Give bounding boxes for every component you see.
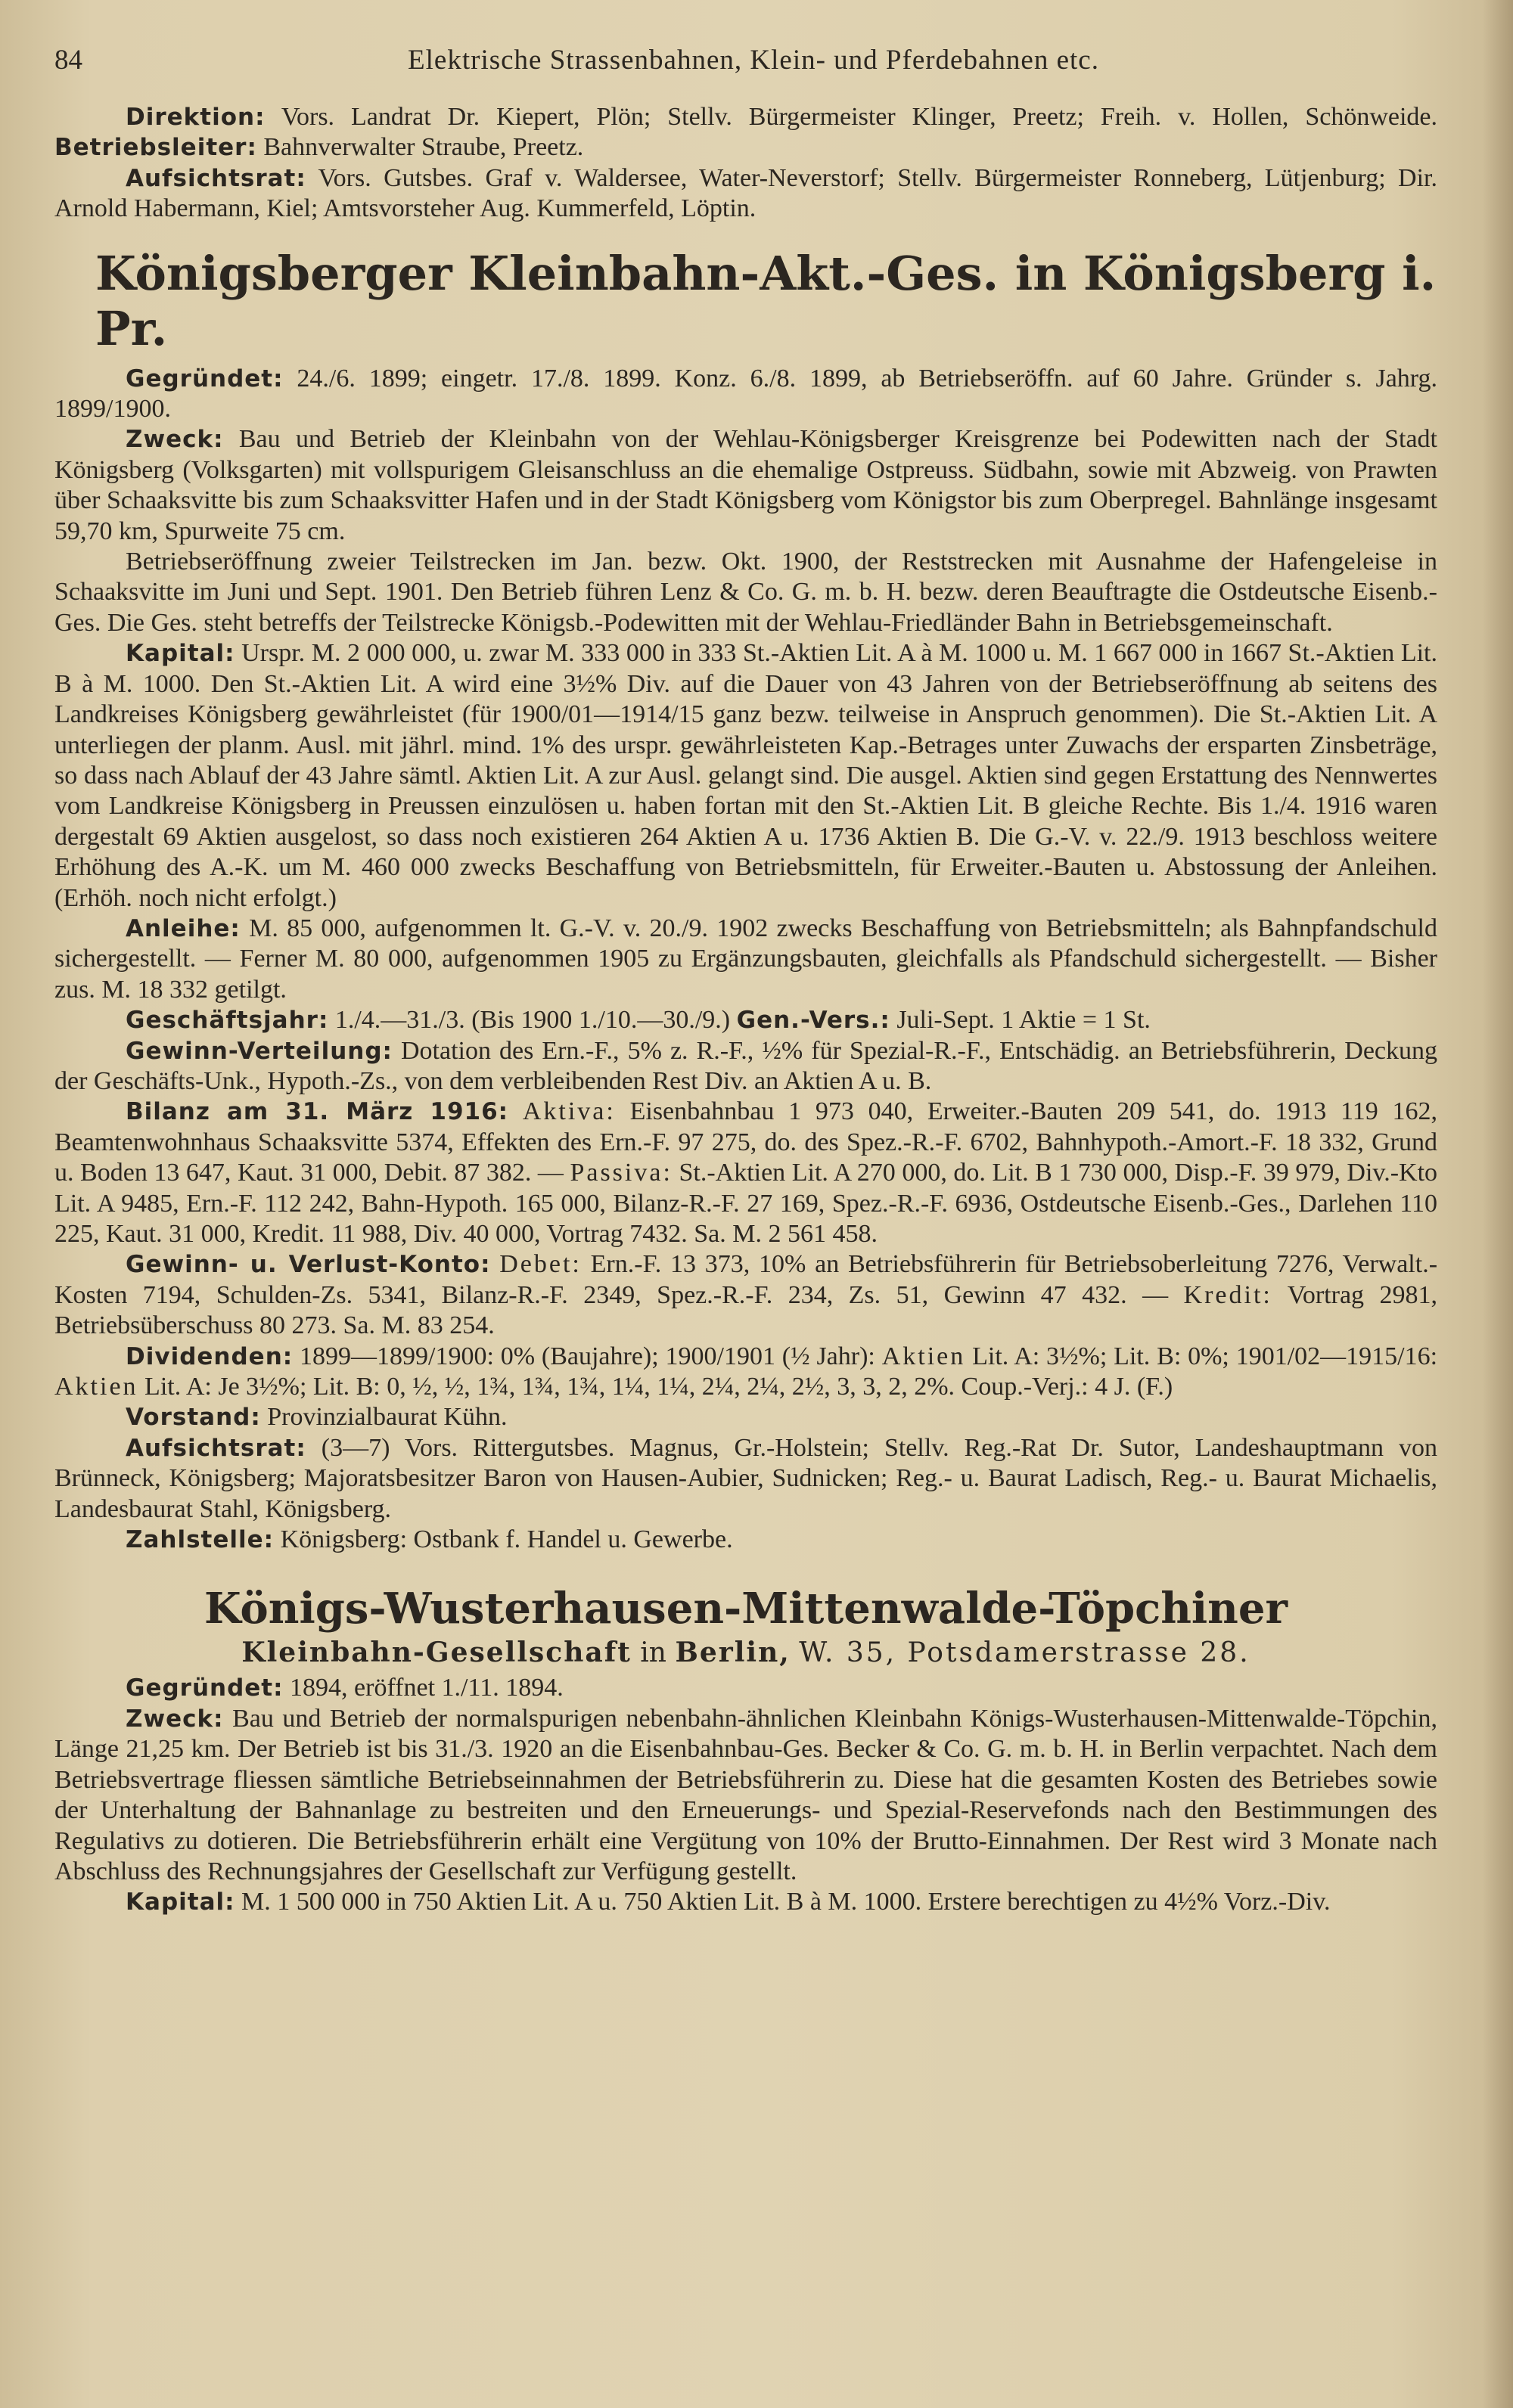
label-gen-vers: Gen.-Vers.: xyxy=(736,1007,890,1035)
label-aufsichtsrat: Aufsichtsrat: xyxy=(126,164,306,192)
label-kapital: Kapital: xyxy=(126,640,235,668)
paragraph-gegruendet xyxy=(54,364,1437,425)
text-gegruendet-c2: 1894, eröffnet 1./11. 1894. xyxy=(290,1674,564,1702)
paragraph-betriebseroeffnung xyxy=(54,547,1437,638)
text-guv-kredit: Vortrag 2981, Betriebsüberschuss 80 273. Sa. M. 83 254. xyxy=(54,1280,1437,1340)
text-zweck-c2: Bau und Betrieb der normalspurigen nebenbahn-ähnlichen Kleinbahn Königs-Wusterhausen-Mittenwalde-Töpchin, Länge 21,25 km. Der Betrieb ist bis 31./3. 1920 an die Eisenbahnbau-Ges. Becker & Co. G. m. b. H. in Berlin verpachtet. Nach dem Betriebsvertrage fliessen sämtliche Betriebseinnahmen der Betriebsführerin zu. Diese hat die gesamten Kosten des Betriebes sowie der Unterhaltung der Bahnanlage zu bestreiten und den Erneuerungs- und Spezial-Reservefonds nach den Bestimmungen des Regulativs zu dotieren. Die Betriebsführerin erhält eine Vergütung von 10% der Brutto-Einnahmen. Der Rest wird 3 Monate nach Abschluss des Rechnungsjahres der Gesellschaft zur Verfügung gestellt. xyxy=(54,1704,1437,1885)
label-bilanz: Bilanz am 31. März 1916: xyxy=(126,1098,509,1126)
text-dividenden-a: 1899—1899/1900: 0% (Baujahre); 1900/1901 (½ Jahr): xyxy=(300,1342,875,1370)
company-subtitle xyxy=(54,1637,1437,1668)
text-kapital-c2: M. 1 500 000 in 750 Aktien Lit. A u. 750 Aktien Lit. B à M. 1000. Erstere berechtigen zu 4½% Vorz.-Div. xyxy=(241,1888,1331,1916)
paragraph-zweck xyxy=(54,1704,1437,1887)
paragraph-zweck xyxy=(54,424,1437,547)
text-kapital: Urspr. M. 2 000 000, u. zwar M. 333 000 in 333 St.-Aktien Lit. A à M. 1000 u. M. 1 667 000 in 1667 St.-Aktien Lit. B à M. 1000. Den St.-Aktien Lit. A wird eine 3½% Div. auf die Dauer von 43 Jahren von der Betriebseröffnung ab seitens des Landkreises Königsberg gewährleistet (für 1900/01—1914/15 ganz bezw. teilweise in Anspruch genommen). Die St.-Aktien Lit. A unterliegen der planm. Ausl. mit jährl. mind. 1% des urspr. gewährleisteten Kap.-Betrages unter Zuwachs der ersparten Zinsbeträge, so dass nach Ablauf der 43 Jahre sämtl. Aktien Lit. A zur Ausl. gelangt sind. Die ausgel. Aktien sind gegen Erstattung des Nennwertes vom Landkreise Königsberg in Preussen einzulösen u. haben fortan mit den St.-Aktien Lit. B gleiche Rechte. Bis 1./4. 1916 waren dergestalt 69 Aktien ausgelost, so dass noch existieren 264 Aktien A u. 1736 Aktien B. Die G.-V. v. 22./9. 1913 beschloss weitere Erhöhung des A.-K. um M. 460 000 zwecks Beschaffung von Betriebsmitteln, für Erweiter.-Bauten u. Abstossung der Anleihen. (Erhöh. noch nicht erfolgt.) xyxy=(54,639,1438,912)
subtitle-city: Berlin, xyxy=(675,1637,791,1669)
text-zweck: Bau und Betrieb der Kleinbahn von der Wehlau-Königsberger Kreisgrenze bei Podewitten nach der Stadt Königsberg (Volksgarten) mit vollspurigem Gleisanschluss an die ehemalige Ostpreuss. Südbahn, sowie mit Abzweig. von Prawten über Schaaksvitte bis zum Schaaksvitter Hafen und in der Stadt Königsberg vom Königstor bis zum Oberpregel. Bahnlänge insgesamt 59,70 km, Spurweite 75 cm. xyxy=(54,425,1437,545)
text-gewinn-verteilung: Dotation des Ern.-F., 5% z. R.-F., ½% für Spezial-R.-F., Entschädig. an Betriebsführerin, Deckung der Geschäfts-Unk., Hypoth.-Zs., von dem verbleibenden Rest Div. an Aktien A u. B. xyxy=(54,1036,1437,1095)
text-bilanz-aktiva: Eisenbahnbau 1 973 040, Erweiter.-Bauten 209 541, do. 1913 119 162, Beamtenwohnhaus Schaaksvitte 5374, Effekten des Ern.-F. 97 275, do. des Spez.-R.-F. 6702, Bahnhypoth.-Amort.-F. 18 332, Grund u. Boden 13 647, Kaut. 31 000, Debit. 87 382. — xyxy=(54,1097,1438,1187)
text-direktion: Vors. Landrat Dr. Kiepert, Plön; Stellv. Bürgermeister Klinger, Preetz; Freih. v. Hollen, Schönweide. xyxy=(281,103,1437,131)
text-aufsichtsrat-c1: (3—7) Vors. Rittergutsbes. Magnus, Gr.-Holstein; Stellv. Reg.-Rat Dr. Sutor, Landeshauptmann von Brünneck, Königsberg; Majoratsbesitzer Baron von Hausen-Aubier, Sudnicken; Reg.- u. Baurat Ladisch, Reg.- u. Baurat Michaelis, Landesbaurat Stahl, Königsberg. xyxy=(54,1433,1437,1523)
paragraph-dividenden xyxy=(54,1342,1437,1403)
label-vorstand: Vorstand: xyxy=(126,1404,261,1432)
subtitle-in: in xyxy=(640,1637,666,1669)
label-debet: Debet: xyxy=(499,1250,582,1279)
label-direktion: Direktion: xyxy=(126,104,266,131)
paragraph-zahlstelle xyxy=(54,1525,1437,1555)
label-gewinn-verlust: Gewinn- u. Verlust-Konto: xyxy=(126,1251,491,1279)
text-bilanz-passiva: St.-Aktien Lit. A 270 000, do. Lit. B 1 730 000, Disp.-F. 39 979, Div.-Kto Lit. A 9485, Ern.-F. 112 242, Bahn-Hypoth. 165 000, Bilanz-R.-F. 27 169, Spez.-R.-F. 6936, Ostdeutsche Eisenb.-Ges., Darlehen 110 225, Kaut. 31 000, Kredit. 11 988, Div. 40 000, Vortrag 7432. Sa. M. 2 561 458. xyxy=(54,1159,1438,1248)
paragraph-vorstand xyxy=(54,1402,1437,1432)
text-geschaeftsjahr: 1./4.—31./3. (Bis 1900 1./10.—30./9.) xyxy=(334,1006,731,1035)
label-zweck: Zweck: xyxy=(126,426,224,454)
paragraph-aufsichtsrat xyxy=(54,1433,1437,1525)
page-number: 84 xyxy=(54,45,82,76)
subtitle-address: W. 35, Potsdamerstrasse 28. xyxy=(799,1637,1250,1669)
label-aktiva: Aktiva: xyxy=(522,1097,616,1126)
text-dividenden-b: Lit. A: 3½%; Lit. B: 0%; 1901/02—1915/16: xyxy=(972,1342,1438,1370)
label-dividenden: Dividenden: xyxy=(126,1342,294,1370)
company-title: Königs-Wusterhausen-Mittenwalde-Töpchiner xyxy=(203,1584,1288,1634)
company-entry-koenigs-wusterhausen xyxy=(54,1584,1437,1917)
label-zahlstelle: Zahlstelle: xyxy=(126,1526,275,1554)
text-gen-vers: Juli-Sept. 1 Aktie = 1 St. xyxy=(896,1006,1151,1035)
text-betriebsleiter: Bahnverwalter Straube, Preetz. xyxy=(263,133,584,162)
label-geschaeftsjahr: Geschäftsjahr: xyxy=(126,1007,329,1035)
label-anleihe: Anleihe: xyxy=(126,914,241,942)
label-aktien-1: Aktien xyxy=(881,1342,966,1370)
label-aktien-2: Aktien xyxy=(54,1373,138,1401)
paragraph-gegruendet xyxy=(54,1673,1437,1703)
company-entry-koenigsberg xyxy=(54,246,1437,1556)
label-kapital-c2: Kapital: xyxy=(126,1888,235,1916)
paragraph-gewinn-verteilung xyxy=(54,1036,1437,1097)
label-gegruendet: Gegründet: xyxy=(126,365,284,393)
subtitle-company-name: Kleinbahn-Gesellschaft xyxy=(241,1637,632,1669)
text-gegruendet: 24./6. 1899; eingetr. 17./8. 1899. Konz. 6./8. 1899, ab Betriebseröffn. auf 60 Jahre. Gründer s. Jahrg. 1899/1900. xyxy=(54,364,1437,424)
paragraph-aufsichtsrat-prev xyxy=(54,163,1437,225)
text-betriebseroeffnung: Betriebseröffnung zweier Teilstrecken im Jan. bezw. Okt. 1900, der Reststrecken mit Ausnahme der Hafengeleise in Schaaksvitte im Juni und Sept. 1901. Den Betrieb führen Lenz & Co. G. m. b. H. bezw. deren Beauftragte die Ostdeutsche Eisenb.-Ges. Die Ges. steht betreffs der Teilstrecke Königsb.-Podewitten mit der Wehlau-Friedländer Bahn in Betriebsgemeinschaft. xyxy=(54,548,1437,637)
label-gegruendet-c2: Gegründet: xyxy=(126,1674,284,1702)
paragraph-geschaeftsjahr xyxy=(54,1005,1437,1035)
text-anleihe: M. 85 000, aufgenommen lt. G.-V. v. 20./9. 1902 zwecks Beschaffung von Betriebsmitteln; als Bahnpfandschuld sichergestellt. — Ferner M. 80 000, aufgenommen 1905 zu Ergänzungsbauten, gleichfalls als Pfandschuld sichergestellt. — Bisher zus. M. 18 332 getilgt. xyxy=(54,914,1437,1004)
text-vorstand: Provinzialbaurat Kühn. xyxy=(267,1403,508,1432)
text-zahlstelle: Königsberg: Ostbank f. Handel u. Gewerbe. xyxy=(280,1525,733,1554)
paragraph-kapital xyxy=(54,638,1437,914)
company-title: Königsberger Kleinbahn-Akt.-Ges. in Königsberg i. Pr. xyxy=(95,245,1437,356)
label-gewinn-verteilung: Gewinn-Verteilung: xyxy=(126,1037,393,1065)
label-zweck-c2: Zweck: xyxy=(126,1705,224,1733)
running-title: Elektrische Strassenbahnen, Klein- und Pferdebahnen etc. xyxy=(408,45,1099,76)
label-passiva: Passiva: xyxy=(570,1159,673,1187)
paragraph-gewinn-verlust xyxy=(54,1249,1437,1341)
label-kredit: Kredit: xyxy=(1183,1280,1272,1309)
label-betriebsleiter: Betriebsleiter: xyxy=(54,134,257,162)
text-guv-debet: Ern.-F. 13 373, 10% an Betriebsführerin für Betriebsoberleitung 7276, Verwalt.-Kosten 7194, Schulden-Zs. 5341, Bilanz-R.-F. 2349, Spez.-R.-F. 234, Zs. 51, Gewinn 47 432. — xyxy=(54,1250,1438,1309)
text-dividenden-c: Lit. A: Je 3½%; Lit. B: 0, ½, ½, 1¾, 1¾, 1¾, 1¼, 1¼, 2¼, 2¼, 2½, 3, 3, 2, 2%. Coup.-Verj.: 4 J. (F.) xyxy=(144,1373,1173,1401)
paragraph-direktion xyxy=(54,102,1437,163)
text-aufsichtsrat: Vors. Gutsbes. Graf v. Waldersee, Water-Neverstorf; Stellv. Bürgermeister Ronneberg, Lütjenburg; Dir. Arnold Habermann, Kiel; Amtsvorsteher Aug. Kummerfeld, Löptin. xyxy=(54,163,1437,223)
label-aufsichtsrat-c1: Aufsichtsrat: xyxy=(126,1434,306,1462)
paragraph-kapital xyxy=(54,1887,1437,1917)
paragraph-anleihe xyxy=(54,914,1437,1005)
previous-entry-continuation xyxy=(54,102,1437,225)
paragraph-bilanz xyxy=(54,1097,1437,1249)
page-header xyxy=(54,44,1437,76)
